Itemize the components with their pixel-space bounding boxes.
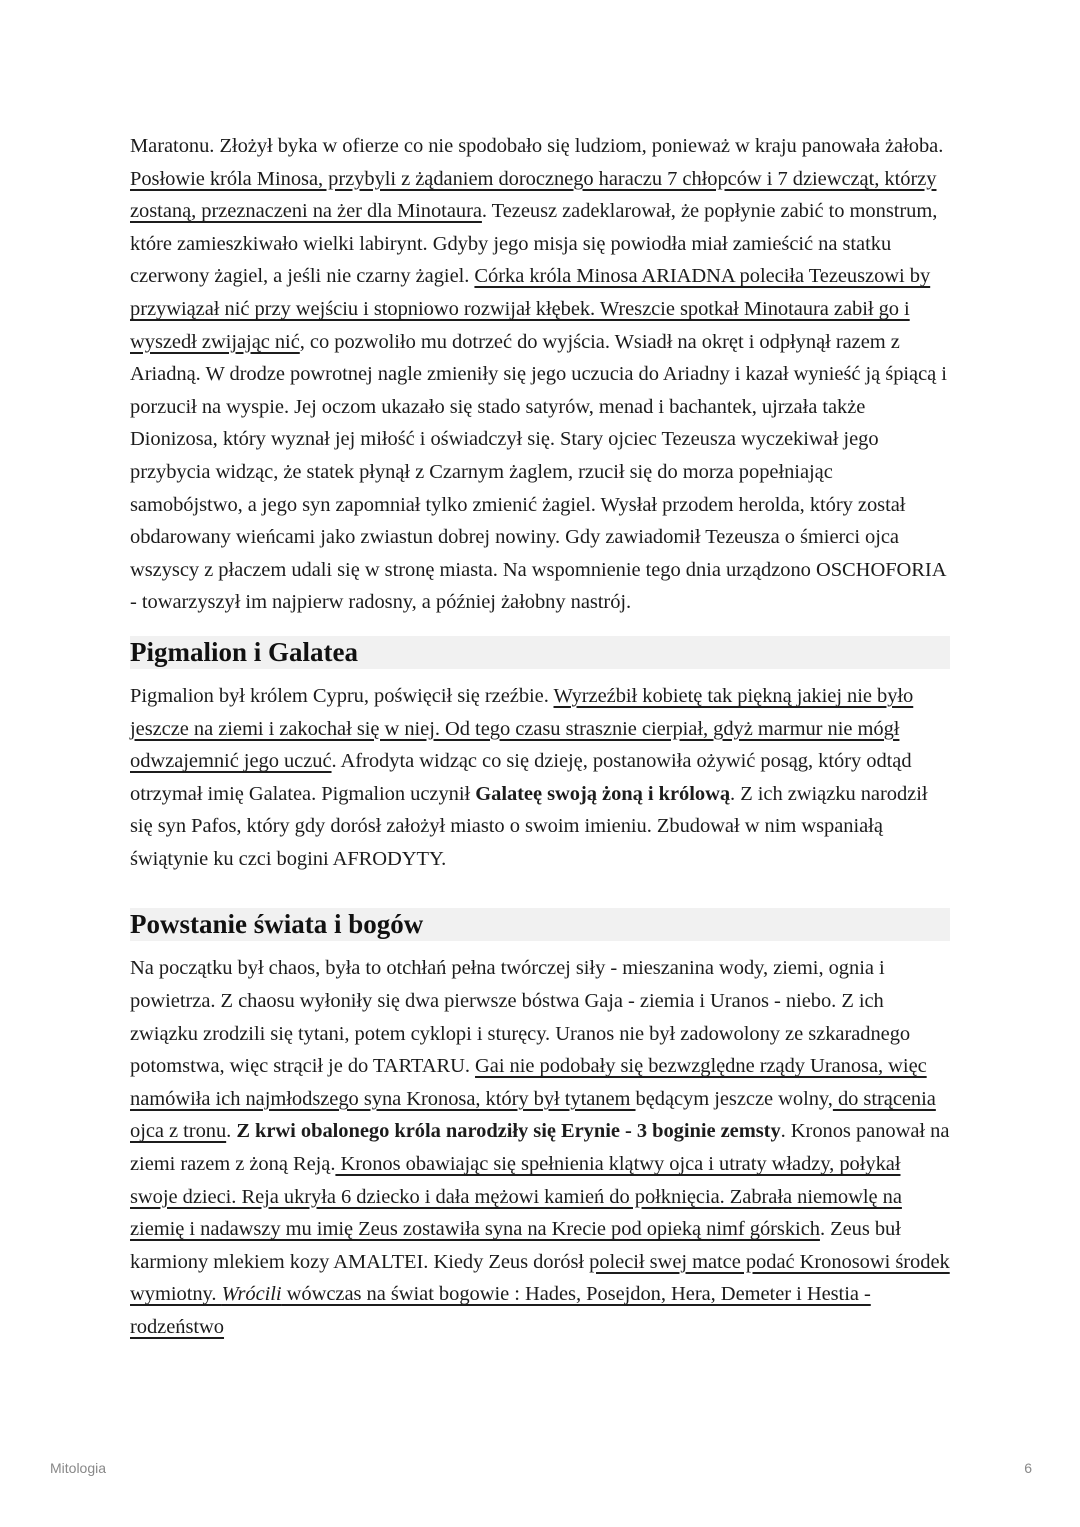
underlined-text: Posłowie króla Minosa, przybyli z żądaniem dorocznego haraczu 7 chłopców i 7 dziewcząt, którzy zostaną, przeznaczeni na żer dla Minotaura: [130, 167, 937, 223]
underlined-text: Córka króla Minosa ARIADNA poleciła Tezeuszowi by przywiązał nić przy wejściu i stopniowo rozwijał kłębek. Wreszcie spotkał Minotaura zabił go i wyszedł zwijając nić: [130, 265, 931, 353]
underlined-text: Kronos obawiając się spełnienia klątwy ojca i utraty władzy, połykał swoje dzieci. Reja ukryła 6 dziecko i dała mężowi kamień do połknięcia. Zabrała niemowlę na ziemię i nadawszy mu imię Zeus zostawiła syna na Krecie pod opieką nimf górskich: [130, 1153, 902, 1241]
underlined-text: Wyrzeźbił kobietę tak piękną jakiej nie było jeszcze na ziemi i zakochał się w niej. Od tego czasu strasznie cierpiał, gdyż marmur nie mógł odwzajemnić jego uczuć: [130, 684, 914, 773]
underlined-text: do strącenia ojca z tronu: [130, 1087, 936, 1143]
underlined-text: Wrócili: [221, 1283, 282, 1306]
intro-paragraph: Maratonu. Złożył byka w ofierze co nie spodobało się ludziom, ponieważ w kraju panowała żałoba. Posłowie króla Minosa, przybyli z żądaniem dorocznego haraczu 7 chłopców i 7 dziewcząt, którzy zostaną, przeznaczeni na żer dla Minotaura. Tezeusz zadeklarował, że popłynie zabić to monstrum, które zamieszkiwało wielki labirynt. Gdyby jego misja się powiodła miał zamieścić na statku czerwony żagiel, a jeśli nie czarny żagiel. Córka króla Minosa ARIADNA poleciła Tezeuszowi by przywiązał nić przy wejściu i stopniowo rozwijał kłębek. Wreszcie spotkał Minotaura zabił go i wyszedł zwijając nić, co pozwoliło mu dotrzeć do wyjścia. Wsiadł na okręt i odpłynął razem z Ariadną. W drodze powrotnej nagle zmieniły się jego uczucia do Ariadny i kazał wynieść ją śpiącą i porzucił na wyspie. Jej oczom ukazało się stado satyrów, menad i bachantek, ujrzała także Dionizosa, który wyznał jej miłość i oświadczył się. Stary ojciec Tezeusza wyczekiwał jego przybycia widząc, że statek płynął z Czarnym żaglem, rzucił się do morza popełniając samobójstwo, a jego syn zapomniał tylko zmienić żagiel. Wysłał przodem herolda, który został obdarowany wieńcami jako zwiastun dobrej nowiny. Gdy zawiadomił Tezeusza o śmierci ojca wszyscy z płaczem udali się w stronę miasta. Na wspomnienie tego dnia urządzono OSCHOFORIA - towarzyszył im najpierw radosny, a później żałobny nastrój.: [130, 135, 947, 614]
footer-document-title: Mitologia: [50, 1460, 107, 1476]
page-content: [130, 130, 950, 1344]
underlined-text: polecił swej matce podać Kronosowi środek wymiotny.: [130, 1250, 950, 1306]
section-paragraph-powstanie: Na początku był chaos, była to otchłań pełna twórczej siły - mieszanina wody, ziemi, ognia i powietrza. Z chaosu wyłoniły się dwa pierwsze bóstwa Gaja - ziemia i Uranos - niebo. Z ich związku zrodzili się tytani, potem cyklopi i sturęcy. Uranos nie był zadowolony ze szkaradnego potomstwa, więc strącił je do TARTARU. Gai nie podobały się bezwzględne rządy Uranosa, więc namówiła ich najmłodszego syna Kronosa, który był tytanem będącym jeszcze wolny, do strącenia ojca z tronu. Z krwi obalonego króla narodziły się Erynie - 3 boginie zemsty. Kronos panował na ziemi razem z żoną Reją. Kronos obawiając się spełnienia klątwy ojca i utraty władzy, połykał swoje dzieci. Reja ukryła 6 dziecko i dała mężowi kamień do połknięcia. Zabrała niemowlę na ziemię i nadawszy mu imię Zeus zostawiła syna na Krecie pod opieką nimf górskich. Zeus buł karmiony mlekiem kozy AMALTEI. Kiedy Zeus dorósł polecił swej matce podać Kronosowi środek wymiotny. Wrócili wówczas na świat bogowie : Hades, Posejdon, Hera, Demeter i Hestia - rodzeństwo: [130, 957, 950, 1338]
underlined-text: Gai nie podobały się bezwzględne rządy Uranosa, więc namówiła ich najmłodszego syna Kronosa, który był tytanem: [130, 1055, 927, 1110]
underlined-text: wówczas na świat bogowie : Hades, Posejdon, Hera, Demeter i Hestia - rodzeństwo: [130, 1283, 871, 1338]
section-paragraph-pigmalion: Pigmalion był królem Cypru, poświęcił się rzeźbie. Wyrzeźbił kobietę tak piękną jakiej nie było jeszcze na ziemi i zakochał się w niej. Od tego czasu strasznie cierpiał, gdyż marmur nie mógł odwzajemnić jego uczuć. Afrodyta widząc co się dzieję, postanowiła ożywić posąg, który odtąd otrzymał imię Galatea. Pigmalion uczynił Galateę swoją żoną i królową. Z ich związku narodził się syn Pafos, który gdy dorósł założył miasto o swoim imieniu. Zbudował w nim wspaniałą świątynie ku czci bogini AFRODYTY.: [130, 684, 928, 870]
section-heading-powstanie: Powstanie świata i bogów: [130, 908, 950, 941]
section-heading-pigmalion: Pigmalion i Galatea: [130, 636, 950, 669]
footer-page-number: 6: [1024, 1460, 1032, 1476]
